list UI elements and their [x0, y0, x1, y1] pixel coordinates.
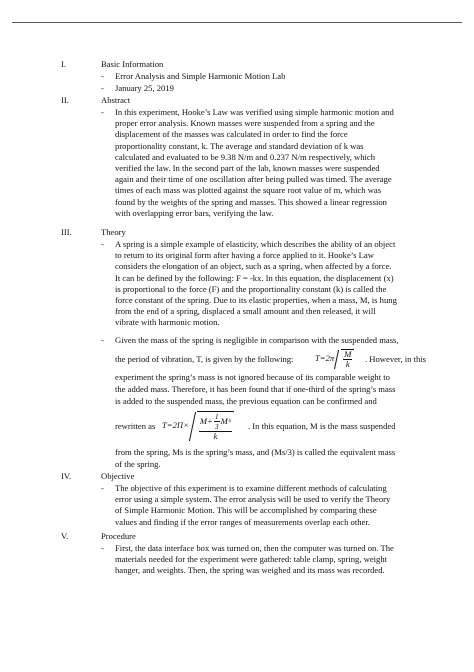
theory-line: the added mass. Therefore, it has been found that if one-third of the spring’s mass [115, 384, 396, 394]
numerator-mass: M+ [199, 416, 213, 426]
fraction-numerator: M [344, 349, 352, 359]
section-number-4: IV. [61, 471, 72, 481]
abstract-line: proportionality constant, k. The average and standard deviation of k was [115, 140, 364, 151]
section-title-objective: Objective [101, 471, 135, 481]
bullet-dash: - [101, 543, 104, 553]
rewritten-label: rewritten as [115, 421, 156, 431]
one-third-fraction [214, 412, 220, 431]
section-number-5: V. [61, 531, 69, 541]
section-title-procedure: Procedure [101, 531, 136, 541]
fraction-denominator: k [213, 431, 218, 441]
lab-date: January 25, 2019 [115, 83, 174, 93]
theory-line: vibrate with harmonic motion. [115, 317, 220, 328]
procedure-line: materials needed for the experiment were gathered: table clamp, spring, weight [115, 554, 388, 565]
procedure-paragraph [115, 543, 437, 577]
objective-line: error using a simple system. The error analysis will be used to verify the Theory [115, 494, 391, 505]
section-title-theory: Theory [101, 227, 126, 237]
section-number-2: II. [61, 95, 69, 105]
theory-line: from the end of a spring, displaced a small amount and then released, it will [115, 306, 376, 317]
abstract-paragraph [115, 107, 437, 219]
procedure-line: hanger, and weights. Then, the spring was weighed and its mass was recorded. [115, 565, 385, 576]
fraction-denominator: k [345, 359, 350, 369]
fraction-numerator [199, 412, 232, 432]
theory-line: force constant of the spring. Due to its elastic properties, when a mass, M, is hung [115, 295, 397, 306]
formula-lhs: T=2Π× [162, 420, 189, 431]
theory-line: . In this equation, M is the mass suspended [248, 421, 396, 431]
objective-line: of Simple Harmonic Motion. This will be accomplished by comparing these [115, 505, 377, 516]
one-third-denominator: 3 [214, 422, 219, 431]
corrected-period-formula [162, 406, 234, 446]
abstract-line: displacement of the masses was calculated in order to find the force [115, 129, 348, 140]
period-formula [315, 346, 354, 372]
abstract-line: with overlapping error bars, verifying the law. [115, 207, 274, 218]
bullet-dash: - [101, 335, 104, 345]
objective-paragraph [115, 483, 437, 528]
abstract-line: times of each mass was plotted against the square root value of m, which was [115, 185, 382, 196]
abstract-line: again and their time of one oscillation after being pulled was timed. The average [115, 174, 392, 185]
theory-line: of the spring. [115, 459, 161, 469]
sqrt-sign [197, 411, 234, 441]
abstract-line: verified the law. In the second part of the lab, known masses were suspended [115, 163, 380, 174]
theory-line: experiment the spring’s mass is not ignored because of its comparable weight to [115, 372, 390, 382]
section-title-abstract: Abstract [101, 95, 131, 105]
fraction [343, 350, 352, 369]
theory-line: to return to its original form after having a force applied to it. Hooke’s Law [115, 250, 374, 261]
theory-line: . However, in this [365, 354, 426, 364]
section-number-1: I. [61, 59, 67, 69]
bullet-dash: - [101, 107, 104, 117]
spring-mass-symbol: M [220, 416, 228, 426]
fraction [199, 412, 232, 441]
theory-line: the period of vibration, T, is given by the following: [115, 354, 294, 364]
bullet-dash: - [101, 71, 104, 81]
abstract-line: found by the weights of the spring and masses. This showed a linear regression [115, 196, 387, 207]
objective-line: values and finding if the error ranges of measurements overlap each other. [115, 516, 370, 527]
procedure-line: First, the data interface box was turned on, then the computer was turned on. The [115, 543, 394, 553]
theory-paragraph-1 [115, 239, 437, 329]
theory-line: A spring is a simple example of elasticity, which describes the ability of an object [115, 239, 396, 249]
theory-line: It can be defined by the following: F = -kx. In this equation, the displacement (x) [115, 272, 394, 283]
spring-mass-subscript: s [228, 418, 232, 424]
formula-lhs: T=2π [315, 353, 335, 364]
objective-line: The objective of this experiment is to examine different methods of calculating [115, 483, 387, 493]
theory-line: considers the elongation of an object, such as a spring, when affected by a force. [115, 261, 392, 272]
theory-line: from the spring, Ms is the spring’s mass, and (Ms/3) is called the equivalent mass [115, 447, 396, 457]
lab-title: Error Analysis and Simple Harmonic Motion Lab [115, 71, 286, 81]
bullet-dash: - [101, 83, 104, 93]
section-title-basic-information: Basic Information [101, 59, 164, 69]
section-number-3: III. [61, 227, 72, 237]
bullet-dash: - [101, 239, 104, 249]
abstract-line: proper error analysis. Known masses were suspended from a spring and the [115, 118, 375, 129]
sqrt-sign [341, 349, 354, 369]
bullet-dash: - [101, 483, 104, 493]
theory-line: is proportional to the force (F) and the proportionality constant (k) is called the [115, 283, 387, 294]
theory-line: is added to the suspended mass, the previous equation can be confirmed and [115, 396, 377, 406]
abstract-line: In this experiment, Hooke’s Law was verified using simple harmonic motion and [115, 107, 394, 117]
theory-line: Given the mass of the spring is negligible in comparison with the suspended mass, [115, 335, 399, 345]
one-third-numerator: 1 [214, 412, 219, 421]
abstract-line: calculated and evaluated to be 9.38 N/m and 0.237 N/m respectively, which [115, 151, 376, 162]
